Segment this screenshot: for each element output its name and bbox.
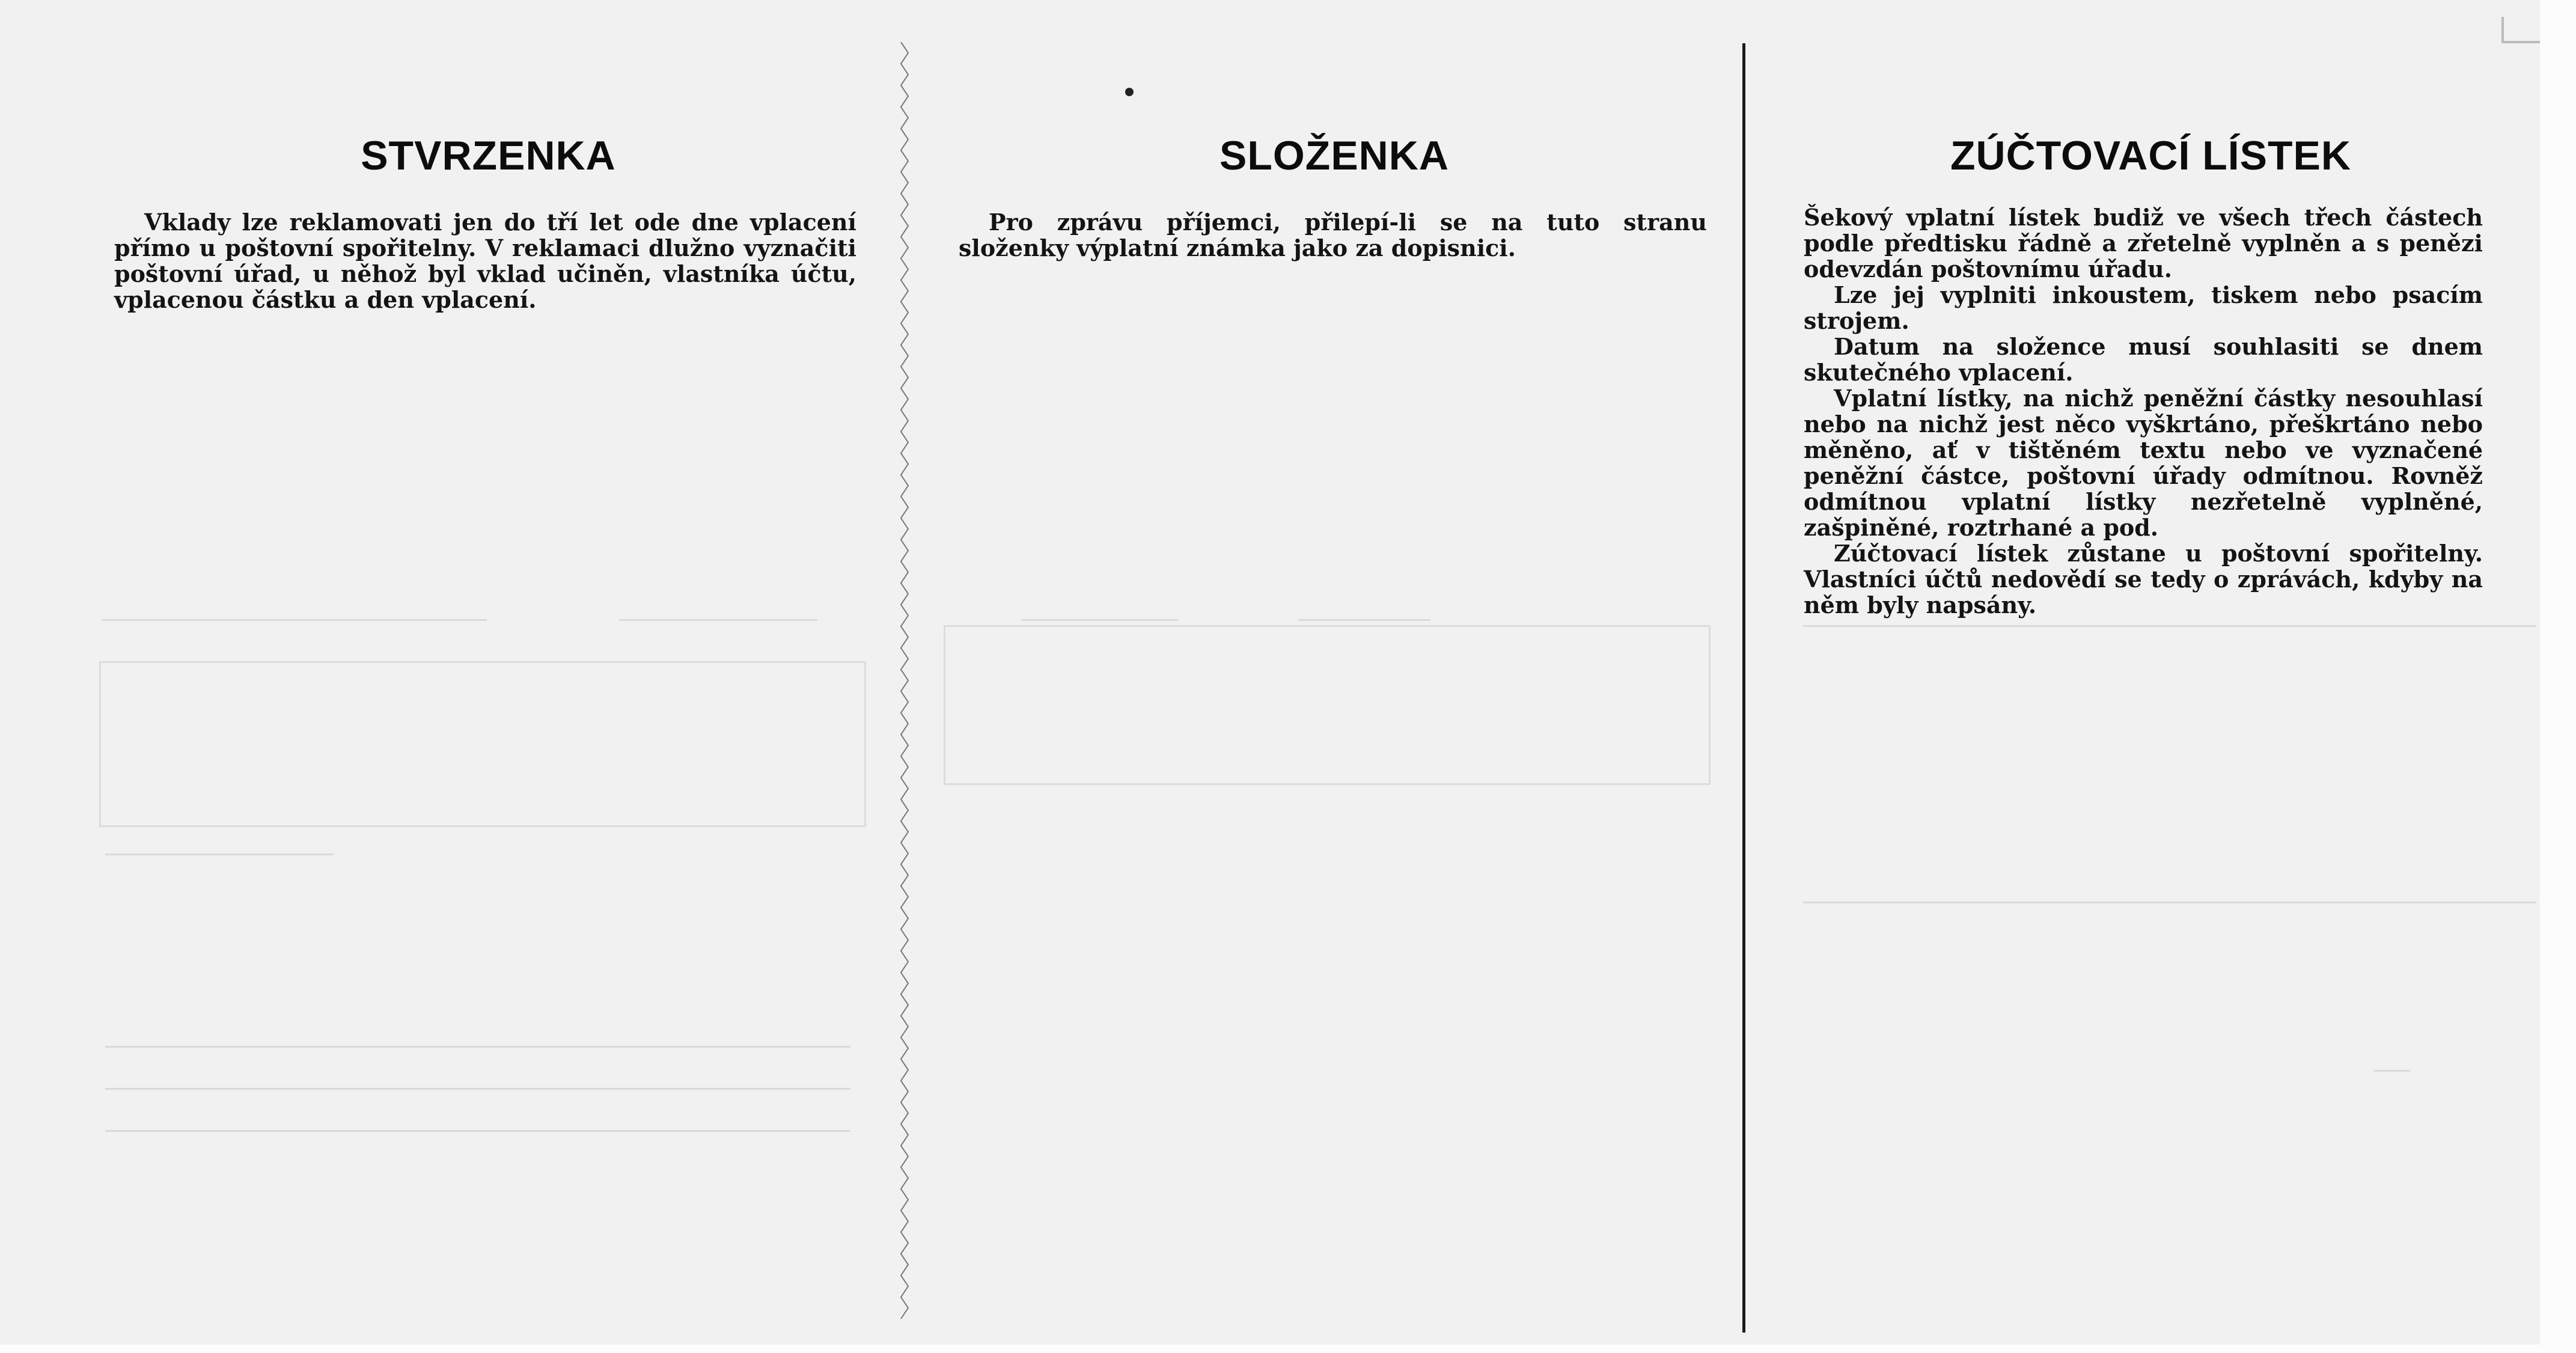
paper-edge-right xyxy=(2540,0,2576,1353)
panel-slozenka xyxy=(905,0,1744,1353)
panel-body xyxy=(114,209,856,313)
panel-title: SLOŽENKA xyxy=(1219,133,1449,179)
paragraph: Šekový vplatní lístek budiž ve všech třech částech podle předtisku řádně a zřetelně vyplněn a s penězi odevzdán poštovnímu úřadu. xyxy=(1804,204,2483,283)
paragraph: Zúčtovací lístek zůstane u poštovní spořitelny. Vlastníci účtů nedovědí se tedy o zprávách, kdyby na něm byly napsány. xyxy=(1804,540,2483,618)
panel-zuctovaci-listek xyxy=(1744,0,2540,1353)
panel-stvrzenka xyxy=(0,0,905,1353)
paragraph: Pro zprávu příjemci, přilepí-li se na tuto stranu složenky výplatní známka jako za dopisnici. xyxy=(959,209,1707,261)
paragraph: Lze jej vyplniti inkoustem, tiskem nebo psacím strojem. xyxy=(1804,281,2483,334)
paragraph: Vplatní lístky, na nichž peněžní částky nesouhlasí nebo na nichž jest něco vyškrtáno, přeškrtáno nebo měněno, ať v tištěném textu nebo ve vyznačené peněžní částce, poštovní úřady odmítnou. Rovněž odmítnou vplatní lístky nezřetelně vyplněné, zašpiněné, roztrhané a pod. xyxy=(1804,385,2483,541)
paragraph: Vklady lze reklamovati jen do tří let ode dne vplacení přímo u poštovní spořitelny. V reklamaci dlužno vyznačiti poštovní úřad, u něhož byl vklad učiněn, vlastníka účtu, vplacenou částku a den vplacení. xyxy=(114,209,856,313)
panel-body xyxy=(1804,204,2483,618)
panel-body xyxy=(959,209,1707,261)
panel-title: ZÚČTOVACÍ LÍSTEK xyxy=(1950,133,2352,179)
paragraph: Datum na složence musí souhlasiti se dnem skutečného vplacení. xyxy=(1804,333,2483,386)
panel-title: STVRZENKA xyxy=(361,133,616,179)
